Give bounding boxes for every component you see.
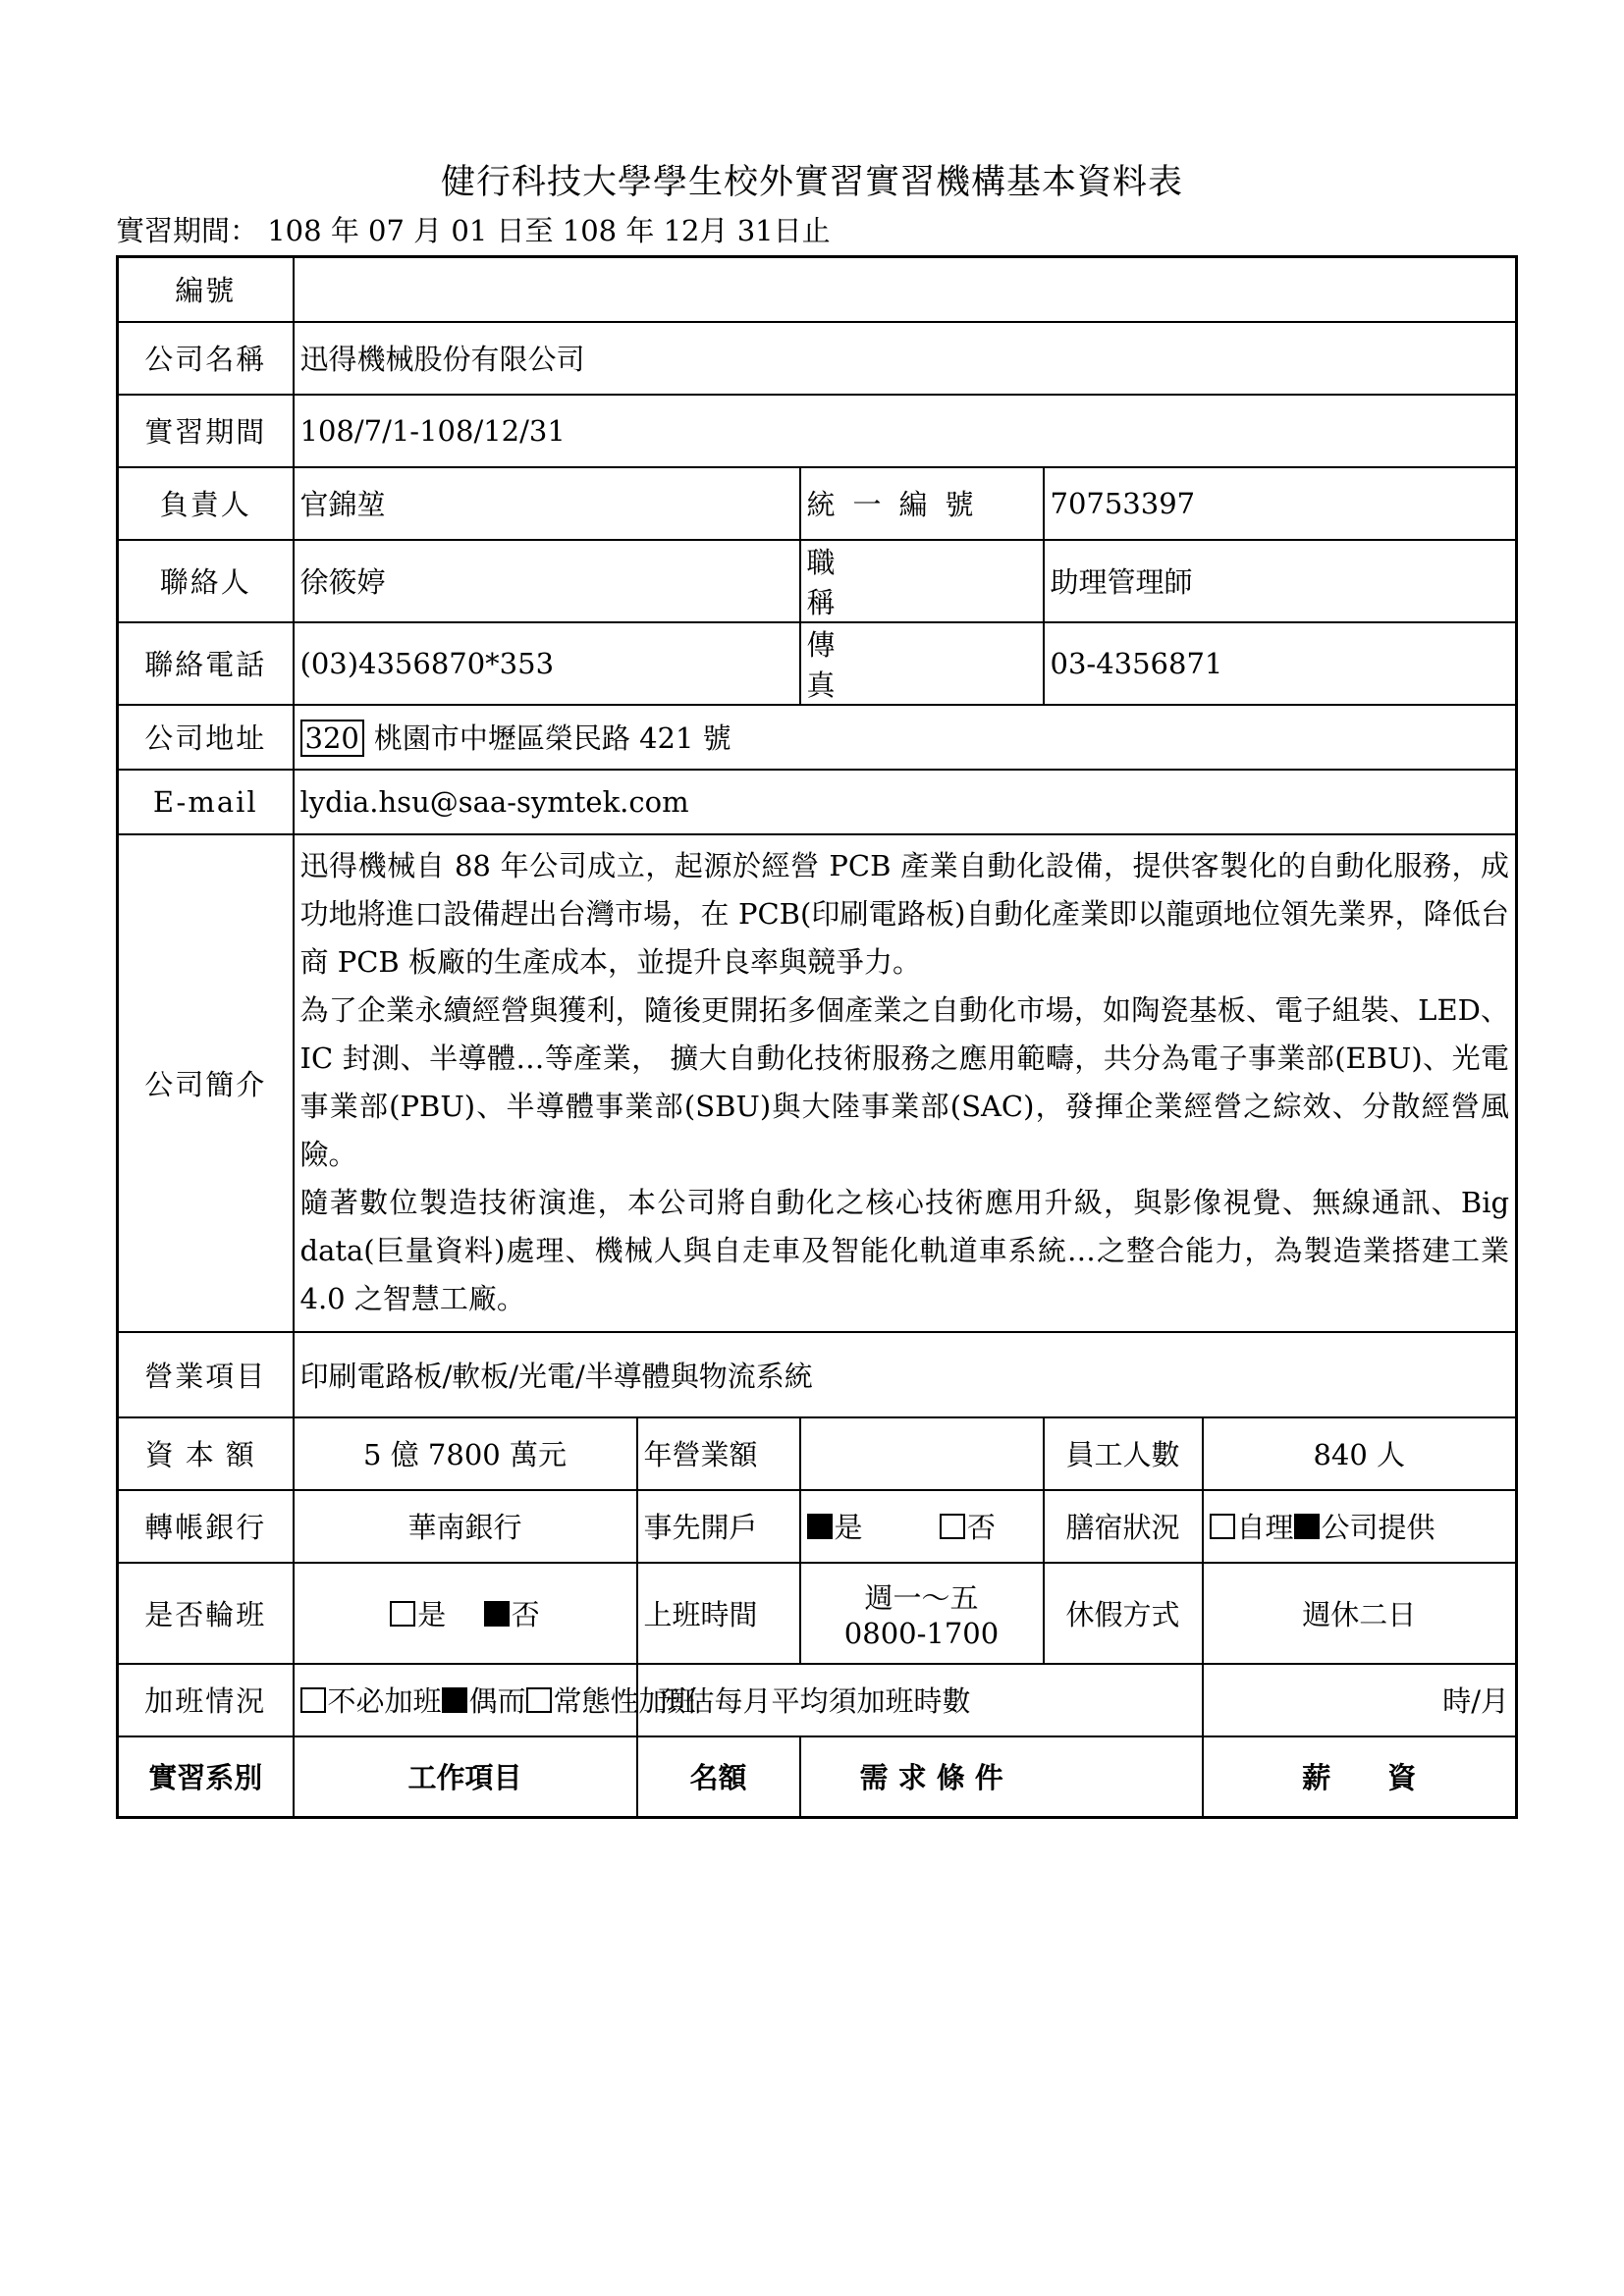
work-days: 週一～五 — [864, 1580, 979, 1615]
header-salary: 薪 資 — [1203, 1736, 1517, 1818]
value-capital: 5 億 7800 萬元 — [294, 1417, 637, 1490]
intro-paragraph: 隨著數位製造技術演進，本公司將自動化之核心技術應用升級，與影像視覺、無線通訊、Big data(巨量資料)處理、機械人與自走車及智能化軌道車系統…之整合能力，為製造業搭建工業 4.0 之智慧工廠。 — [299, 1186, 1510, 1315]
checkbox-checked[interactable] — [484, 1601, 510, 1627]
value-phone: (03)4356870*353 — [294, 622, 800, 705]
label-overtime-hours: 預估每月平均須加班時數 — [637, 1664, 1203, 1736]
label-id: 編號 — [118, 257, 294, 322]
value-overtime: 不必加班 偶而 常態性加班 — [294, 1664, 637, 1736]
label-address: 公司地址 — [118, 705, 294, 770]
label-email: E-mail — [118, 770, 294, 834]
checkbox-checked[interactable] — [1294, 1514, 1320, 1539]
zip-code: 320 — [300, 720, 364, 757]
value-company: 迅得機械股份有限公司 — [294, 322, 1517, 395]
value-address — [294, 705, 1517, 770]
label-contact: 聯絡人 — [118, 540, 294, 622]
value-intro — [294, 834, 1517, 1332]
header-quota: 名額 — [637, 1736, 800, 1818]
address-text: 桃園市中壢區榮民路 421 號 — [373, 721, 731, 755]
label-phone: 聯絡電話 — [118, 622, 294, 705]
value-owner: 官錦堃 — [294, 467, 800, 540]
label-job-title: 職稱 — [800, 540, 1044, 622]
row-phone — [118, 622, 1517, 705]
label-company: 公司名稱 — [118, 322, 294, 395]
checkbox-unchecked[interactable] — [300, 1687, 326, 1713]
value-id — [294, 257, 1517, 322]
value-room-board: 自理 公司提供 — [1203, 1490, 1517, 1563]
row-id — [118, 257, 1517, 322]
row-company — [118, 322, 1517, 395]
header-department: 實習系別 — [118, 1736, 294, 1818]
label-revenue: 年營業額 — [637, 1417, 800, 1490]
label-employees: 員工人數 — [1044, 1417, 1203, 1490]
row-business — [118, 1332, 1517, 1417]
label-leave: 休假方式 — [1044, 1563, 1203, 1664]
label-period: 實習期間 — [118, 395, 294, 467]
value-work-hours — [800, 1563, 1044, 1664]
value-fax: 03-4356871 — [1044, 622, 1517, 705]
checkbox-unchecked[interactable] — [940, 1514, 965, 1539]
checkbox-unchecked[interactable] — [390, 1601, 415, 1627]
label-work-hours: 上班時間 — [637, 1563, 800, 1664]
label-room-board: 膳宿狀況 — [1044, 1490, 1203, 1563]
checkbox-unchecked[interactable] — [526, 1687, 552, 1713]
intro-paragraph: 為了企業永續經營與獲利，隨後更開拓多個產業之自動化市場，如陶瓷基板、電子組裝、LED、IC 封測、半導體…等產業， 擴大自動化技術服務之應用範疇，共分為電子事業部(EBU)、光電事業部(PBU)、半導體事業部(SBU)與大陸事業部(SAC)，發揮企業經營之綜效、分散經營風險。 — [299, 993, 1510, 1171]
row-shift — [118, 1563, 1517, 1664]
row-capital — [118, 1417, 1517, 1490]
value-contact: 徐筱婷 — [294, 540, 800, 622]
header-work-items: 工作項目 — [294, 1736, 637, 1818]
row-period — [118, 395, 1517, 467]
row-intro — [118, 834, 1517, 1332]
label-tax-id: 統一編號 — [800, 467, 1044, 540]
row-owner — [118, 467, 1517, 540]
company-info-table — [116, 255, 1518, 1819]
value-employees: 840 人 — [1203, 1417, 1517, 1490]
label-account-opening: 事先開戶 — [637, 1490, 800, 1563]
checkbox-checked[interactable] — [807, 1514, 833, 1539]
value-business: 印刷電路板/軟板/光電/半導體與物流系統 — [294, 1332, 1517, 1417]
row-overtime — [118, 1664, 1517, 1736]
label-bank: 轉帳銀行 — [118, 1490, 294, 1563]
work-time: 0800-1700 — [843, 1616, 1000, 1650]
row-email — [118, 770, 1517, 834]
label-overtime: 加班情況 — [118, 1664, 294, 1736]
label-owner: 負責人 — [118, 467, 294, 540]
value-period: 108/7/1-108/12/31 — [294, 395, 1517, 467]
internship-period-line: 實習期間： 108 年 07 月 01 日至 108 年 12月 31日止 — [116, 214, 831, 247]
value-revenue — [800, 1417, 1044, 1490]
row-bank — [118, 1490, 1517, 1563]
value-shift: 是 否 — [294, 1563, 637, 1664]
label-shift: 是否輪班 — [118, 1563, 294, 1664]
value-overtime-hours: 時/月 — [1203, 1664, 1517, 1736]
value-job-title: 助理管理師 — [1044, 540, 1517, 622]
value-account-opening: 是 否 — [800, 1490, 1044, 1563]
checkbox-unchecked[interactable] — [1210, 1514, 1235, 1539]
value-leave: 週休二日 — [1203, 1563, 1517, 1664]
label-capital: 資本額 — [118, 1417, 294, 1490]
value-email: lydia.hsu@saa-symtek.com — [294, 770, 1517, 834]
header-requirements: 需 求 條 件 — [800, 1736, 1203, 1818]
intro-paragraph: 迅得機械自 88 年公司成立，起源於經營 PCB 產業自動化設備，提供客製化的自動化服務，成功地將進口設備趕出台灣市場，在 PCB(印刷電路板)自動化產業即以龍頭地位領先業界，降低台商 PCB 板廠的生產成本，並提升良率與競爭力。 — [299, 849, 1510, 979]
label-intro: 公司簡介 — [118, 834, 294, 1332]
value-bank: 華南銀行 — [294, 1490, 637, 1563]
row-contact — [118, 540, 1517, 622]
row-address — [118, 705, 1517, 770]
value-tax-id: 70753397 — [1044, 467, 1517, 540]
label-fax: 傳真 — [800, 622, 1044, 705]
checkbox-checked[interactable] — [442, 1687, 467, 1713]
row-internship-header — [118, 1736, 1517, 1818]
label-business: 營業項目 — [118, 1332, 294, 1417]
form-title: 健行科技大學學生校外實習實習機構基本資料表 — [440, 163, 1183, 202]
